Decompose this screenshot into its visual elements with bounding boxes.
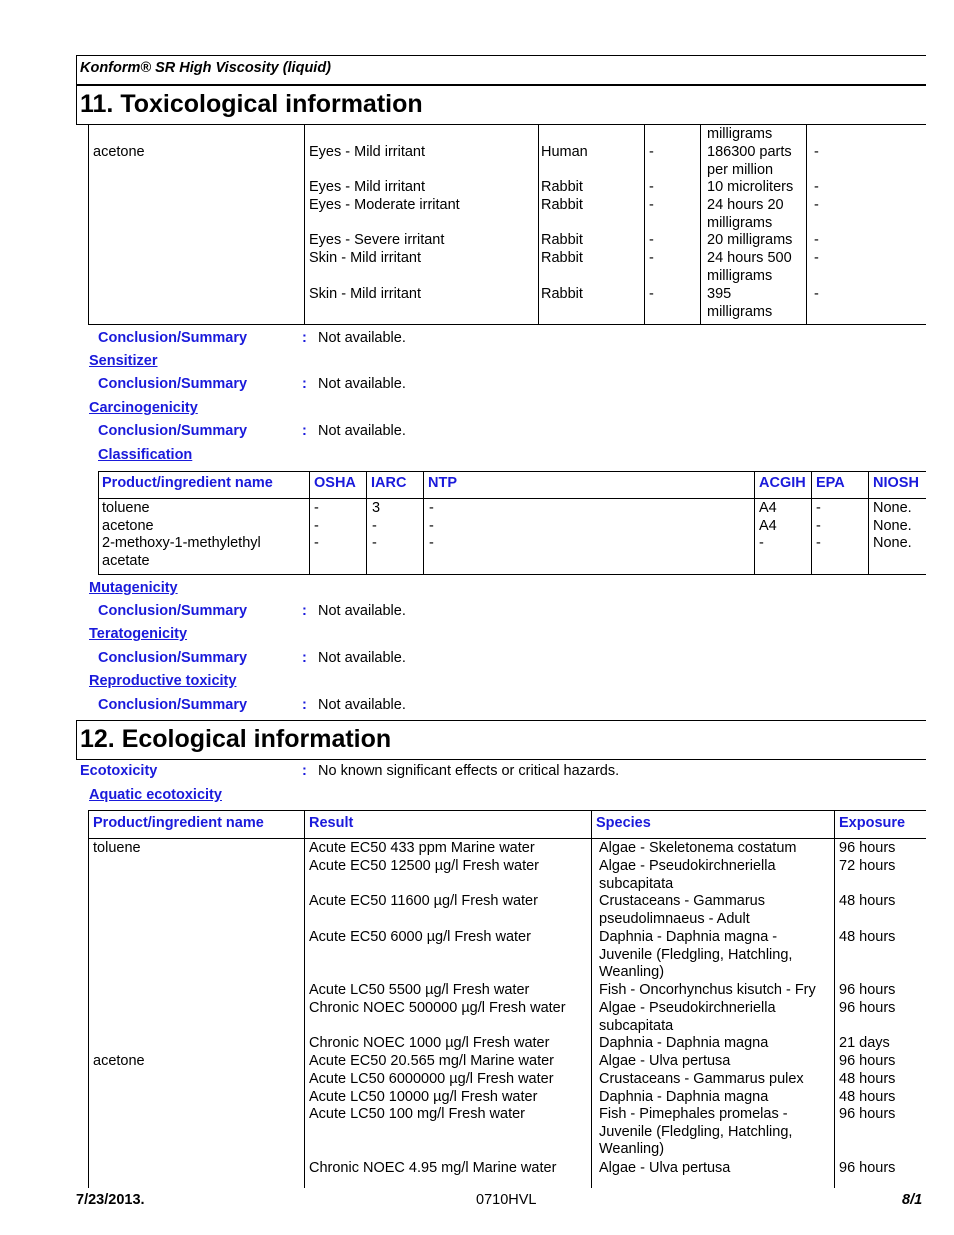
irr-cell-species: Rabbit — [541, 286, 583, 302]
aq-cell-species: Fish - Oncorhynchus kisutch - Fry — [599, 982, 816, 998]
irr-cell-species: Rabbit — [541, 232, 583, 248]
irr-divider-2 — [538, 125, 539, 325]
irr-cell-observation: - — [814, 250, 819, 266]
aquatic-heading[interactable]: Aquatic ecotoxicity — [89, 787, 222, 803]
class-cell-epa: - — [816, 517, 821, 534]
irr-cell-exposure: per million — [707, 161, 774, 178]
aq-cell-species: Juvenile (Fledgling, Hatchling, — [599, 946, 793, 963]
aq-cell-result: Acute EC50 6000 µg/l Fresh water — [309, 929, 531, 945]
colon: : — [302, 650, 307, 666]
irr-cell-observation: - — [814, 286, 819, 302]
irr-border-left — [88, 125, 89, 325]
class-border-left — [98, 471, 99, 575]
section-12-title: 12. Ecological information — [80, 725, 392, 753]
class-divider — [811, 471, 812, 575]
mutagenicity-heading[interactable]: Mutagenicity — [89, 580, 178, 596]
reproductive-heading[interactable]: Reproductive toxicity — [89, 673, 237, 689]
conclusion-label-sensitizer: Conclusion/Summary — [98, 376, 248, 392]
colon: : — [302, 697, 307, 713]
aq-header-exposure: Exposure — [839, 815, 906, 831]
aq-cell-result: Acute LC50 6000000 µg/l Fresh water — [309, 1071, 554, 1087]
aq-cell-exposure: 48 hours — [839, 1089, 896, 1105]
conclusion-label-irritation: Conclusion/Summary — [98, 330, 248, 346]
conclusion-value: Not available. — [318, 376, 406, 392]
aq-cell-species: subcapitata — [599, 1017, 674, 1034]
irr-cell-exposure: 24 hours 20 — [707, 197, 784, 213]
aq-header-divider — [88, 838, 926, 839]
aq-cell-exposure: 96 hours — [839, 1053, 896, 1069]
class-cell-niosh: None. — [873, 535, 912, 551]
aq-cell-exposure: 21 days — [839, 1035, 890, 1051]
conclusion-label-teratogenicity: Conclusion/Summary — [98, 650, 248, 666]
aq-cell-exposure: 96 hours — [839, 840, 896, 856]
conclusion-value: Not available. — [318, 650, 406, 666]
aq-cell-species: Algae - Pseudokirchneriella — [599, 1000, 776, 1016]
class-cell-ntp: - — [429, 500, 434, 516]
irr-cell-exposure: 24 hours 500 — [707, 250, 792, 266]
aq-cell-species: Algae - Pseudokirchneriella — [599, 858, 776, 874]
aq-cell-exposure: 96 hours — [839, 982, 896, 998]
irr-cell-exposure: milligrams — [707, 267, 773, 284]
irr-divider-3 — [644, 125, 645, 325]
irr-cell-observation: - — [814, 179, 819, 195]
irr-cell-result: Eyes - Severe irritant — [309, 232, 445, 248]
ecotoxicity-value: No known significant effects or critical hazards. — [318, 763, 620, 779]
class-cell-osha: - — [314, 535, 319, 551]
class-cell-osha: - — [314, 500, 319, 516]
footer-page: 8/1 — [902, 1192, 923, 1208]
conclusion-label-carcinogenicity: Conclusion/Summary — [98, 423, 248, 439]
irr-cell-exposure: milligrams — [707, 214, 773, 231]
aq-cell-result: Acute EC50 12500 µg/l Fresh water — [309, 858, 540, 874]
irr-cell-result: Skin - Mild irritant — [309, 250, 421, 266]
irr-cell-name: acetone — [93, 144, 145, 160]
sensitizer-heading[interactable]: Sensitizer — [89, 353, 158, 369]
irr-cell-score: - — [649, 197, 654, 213]
aq-cell-exposure: 96 hours — [839, 1160, 896, 1176]
irr-cell-result: Eyes - Mild irritant — [309, 179, 426, 195]
aq-cell-exposure: 48 hours — [839, 1071, 896, 1087]
irr-cell-species: Rabbit — [541, 250, 583, 266]
colon: : — [302, 763, 307, 779]
class-cell-epa: - — [816, 535, 821, 551]
aq-cell-species: Juvenile (Fledgling, Hatchling, — [599, 1123, 793, 1140]
aq-cell-species: Crustaceans - Gammarus pulex — [599, 1071, 804, 1087]
aq-cell-species: Fish - Pimephales promelas - — [599, 1106, 788, 1122]
aq-cell-species: Weanling) — [599, 1141, 665, 1157]
class-header-niosh: NIOSH — [873, 475, 919, 491]
aq-divider — [304, 810, 305, 1188]
footer-code: 0710HVL — [476, 1192, 537, 1208]
class-cell-name: toluene — [102, 500, 150, 516]
irr-cell-observation: - — [814, 232, 819, 248]
irr-cell-score: - — [649, 144, 654, 160]
colon: : — [302, 603, 307, 619]
aq-cell-exposure: 72 hours — [839, 858, 896, 874]
irr-cell-exposure: 10 microliters — [707, 179, 794, 195]
irr-cell-score: - — [649, 179, 654, 195]
class-cell-name: acetone — [102, 517, 154, 534]
irr-divider-4 — [700, 125, 701, 325]
irr-cell-exposure: milligrams — [707, 303, 773, 320]
conclusion-value: Not available. — [318, 423, 406, 439]
footer-date: 7/23/2013. — [76, 1192, 145, 1208]
aq-header-result: Result — [309, 815, 354, 831]
class-cell-acgih: A4 — [759, 500, 777, 516]
class-cell-iarc: - — [372, 535, 377, 551]
irr-cell-species: Human — [541, 144, 588, 160]
class-header-acgih: ACGIH — [759, 475, 806, 491]
carcinogenicity-heading[interactable]: Carcinogenicity — [89, 400, 198, 416]
classification-heading[interactable]: Classification — [98, 447, 193, 463]
irr-cell-score: - — [649, 286, 654, 302]
class-header-divider — [98, 498, 926, 499]
aq-cell-species: pseudolimnaeus - Adult — [599, 910, 750, 927]
aq-cell-result: Acute LC50 100 mg/l Fresh water — [309, 1106, 525, 1122]
irr-cell-observation: - — [814, 197, 819, 213]
irr-cell-exposure: milligrams — [707, 126, 773, 142]
teratogenicity-heading[interactable]: Teratogenicity — [89, 626, 188, 642]
colon: : — [302, 423, 307, 439]
irr-border-bottom — [88, 324, 926, 325]
irr-cell-observation: - — [814, 144, 819, 160]
irr-divider-1 — [304, 125, 305, 325]
aq-cell-species: Daphnia - Daphnia magna — [599, 1089, 769, 1105]
aq-cell-species: subcapitata — [599, 875, 674, 892]
aq-divider — [834, 810, 835, 1188]
aq-cell-exposure: 48 hours — [839, 893, 896, 909]
product-title: Konform® SR High Viscosity (liquid) — [80, 60, 332, 76]
class-header-name: Product/ingredient name — [102, 475, 273, 491]
aq-cell-result: Chronic NOEC 1000 µg/l Fresh water — [309, 1035, 550, 1051]
class-cell-name: acetate — [102, 552, 150, 569]
conclusion-value: Not available. — [318, 330, 406, 346]
class-cell-ntp: - — [429, 535, 434, 551]
irr-cell-result: Eyes - Moderate irritant — [309, 197, 460, 213]
colon: : — [302, 330, 307, 346]
aq-cell-name: acetone — [93, 1053, 145, 1069]
aq-cell-result: Acute EC50 11600 µg/l Fresh water — [309, 893, 538, 909]
aq-cell-result: Acute EC50 433 ppm Marine water — [309, 840, 535, 856]
aq-cell-result: Chronic NOEC 4.95 mg/l Marine water — [309, 1160, 557, 1176]
class-cell-iarc: 3 — [372, 500, 381, 516]
aq-cell-exposure: 96 hours — [839, 1106, 896, 1122]
colon: : — [302, 376, 307, 392]
class-header-osha: OSHA — [314, 475, 356, 491]
aq-cell-result: Acute LC50 5500 µg/l Fresh water — [309, 982, 530, 998]
class-divider — [754, 471, 755, 575]
class-border-bottom — [98, 574, 926, 575]
irr-cell-result: Skin - Mild irritant — [309, 286, 421, 302]
class-cell-osha: - — [314, 517, 319, 534]
class-divider — [366, 471, 367, 575]
conclusion-value: Not available. — [318, 603, 406, 619]
class-header-ntp: NTP — [428, 475, 457, 491]
class-cell-ntp: - — [429, 517, 434, 534]
class-cell-acgih: - — [759, 535, 764, 551]
aq-cell-species: Daphnia - Daphnia magna — [599, 1035, 769, 1051]
class-cell-epa: - — [816, 500, 821, 516]
irr-cell-species: Rabbit — [541, 179, 583, 195]
class-cell-iarc: - — [372, 517, 377, 534]
ecotoxicity-label: Ecotoxicity — [80, 763, 158, 779]
aq-cell-species: Daphnia - Daphnia magna - — [599, 929, 778, 945]
aq-cell-species: Algae - Ulva pertusa — [599, 1160, 731, 1176]
conclusion-label-reproductive: Conclusion/Summary — [98, 697, 248, 713]
irr-cell-exposure: 186300 parts — [707, 144, 792, 160]
aq-cell-result: Acute EC50 20.565 mg/l Marine water — [309, 1053, 555, 1069]
irr-cell-result: Eyes - Mild irritant — [309, 144, 426, 160]
aq-cell-species: Algae - Ulva pertusa — [599, 1053, 731, 1069]
aq-border-left — [88, 810, 89, 1188]
aq-cell-result: Chronic NOEC 500000 µg/l Fresh water — [309, 1000, 566, 1016]
class-header-epa: EPA — [816, 475, 845, 491]
class-header-iarc: IARC — [371, 475, 407, 491]
aq-cell-species: Algae - Skeletonema costatum — [599, 840, 797, 856]
class-cell-acgih: A4 — [759, 517, 777, 534]
irr-cell-score: - — [649, 250, 654, 266]
aq-header-name: Product/ingredient name — [93, 815, 264, 831]
aq-header-species: Species — [596, 815, 651, 831]
class-cell-name: 2-methoxy-1-methylethyl — [102, 535, 261, 551]
section-11-title: 11. Toxicological information — [80, 90, 423, 118]
aq-cell-species: Weanling) — [599, 964, 665, 980]
irr-divider-5 — [806, 125, 807, 325]
class-divider — [309, 471, 310, 575]
conclusion-value: Not available. — [318, 697, 406, 713]
aq-cell-species: Crustaceans - Gammarus — [599, 893, 765, 909]
class-divider — [868, 471, 869, 575]
irr-cell-species: Rabbit — [541, 197, 583, 213]
aq-cell-name: toluene — [93, 840, 141, 856]
aq-cell-exposure: 96 hours — [839, 1000, 896, 1016]
aq-border-top — [88, 810, 926, 811]
class-divider — [423, 471, 424, 575]
aq-cell-exposure: 48 hours — [839, 929, 896, 945]
class-cell-niosh: None. — [873, 517, 912, 534]
class-cell-niosh: None. — [873, 500, 912, 516]
irr-cell-exposure: 20 milligrams — [707, 232, 793, 248]
conclusion-label-mutagenicity: Conclusion/Summary — [98, 603, 248, 619]
aq-cell-result: Acute LC50 10000 µg/l Fresh water — [309, 1089, 538, 1105]
irr-cell-exposure: 395 — [707, 286, 732, 302]
class-border-top — [98, 471, 926, 472]
irr-cell-score: - — [649, 232, 654, 248]
aq-divider — [591, 810, 592, 1188]
